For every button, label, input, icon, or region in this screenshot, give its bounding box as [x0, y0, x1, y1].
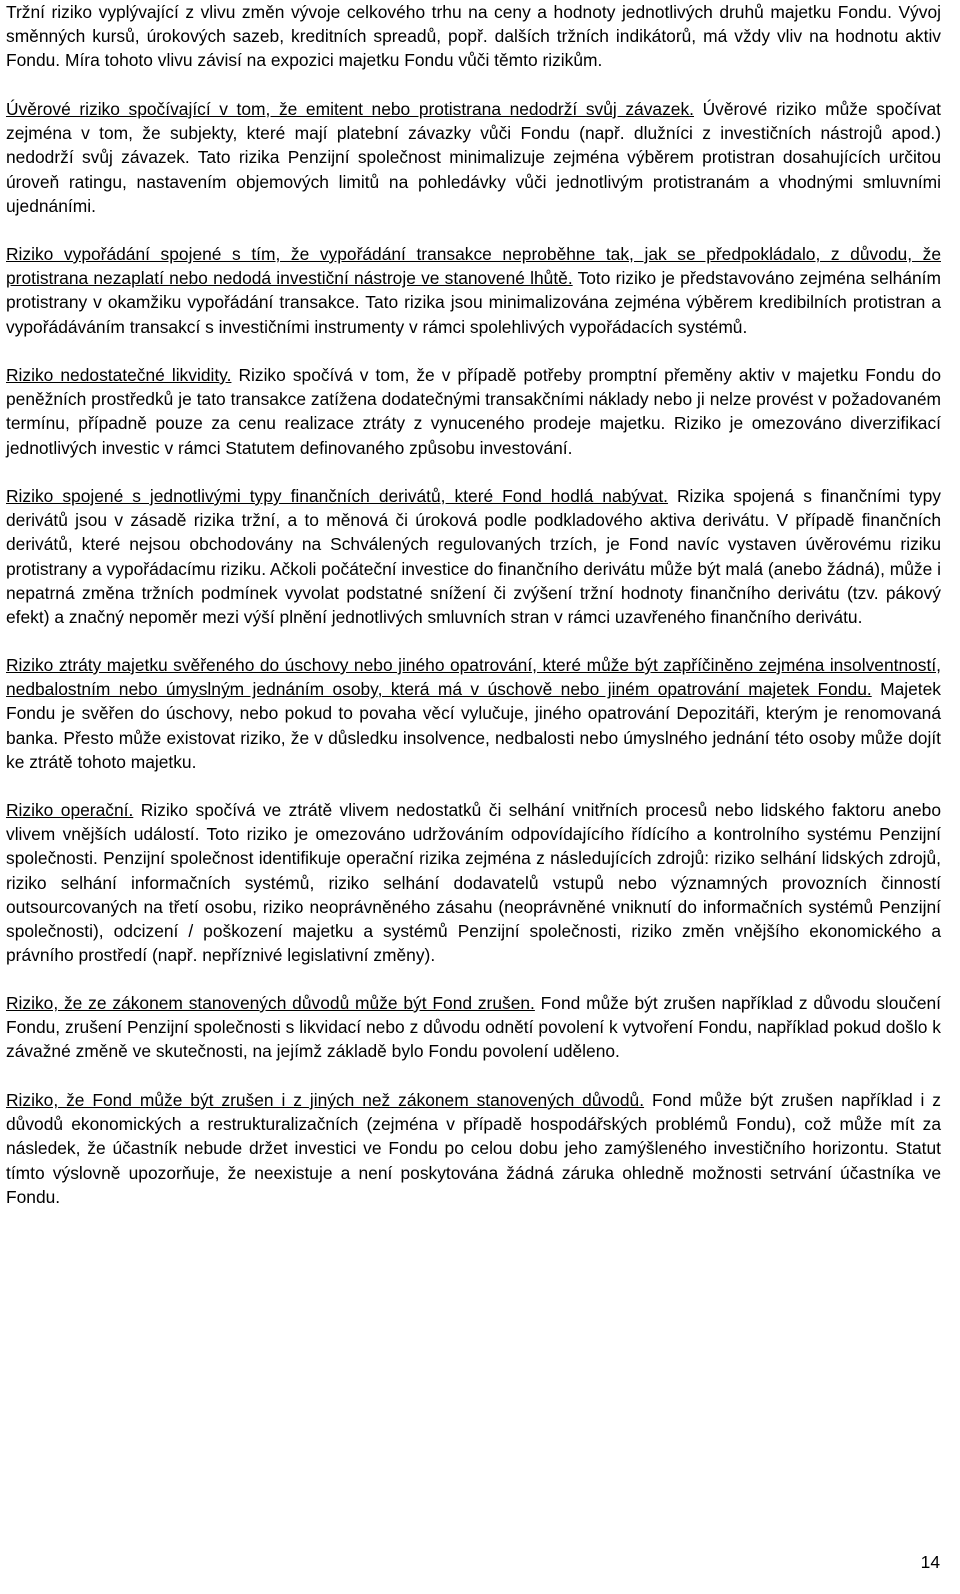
paragraph-text: Toto riziko je představováno zejména selháním protistrany v okamžiku vypořádání transakce. Tato rizika jsou minimalizována zejména výběrem kredibilních protistran a vypořádáváním transakcí s investičními instrumenty v rámci spolehlivých vypořádacích systémů.: [6, 268, 941, 337]
paragraph-heading: Riziko, že Fond může být zrušen i z jiných než zákonem stanovených důvodů.: [6, 1090, 645, 1110]
paragraph-heading: Riziko nedostatečné likvidity.: [6, 365, 232, 385]
paragraph-market-risk: [6, 0, 941, 73]
paragraph-heading: Riziko, že ze zákonem stanovených důvodů může být Fond zrušen.: [6, 993, 535, 1013]
paragraph-heading: Riziko ztráty majetku svěřeného do úschovy nebo jiného opatrování, které může být zapříčiněno zejména insolventností, nedbalostním nebo úmyslným jednáním osoby, která má v úschově nebo jiném opatrování majetek Fondu.: [6, 655, 941, 700]
paragraph-text: Riziko spočívá ve ztrátě vlivem nedostatků či selhání vnitřních procesů nebo lidského faktoru anebo vlivem vnějších událostí. Toto riziko je omezováno udržováním odpovídajícího řídícího a kontrolního systému Penzijní společnosti. Penzijní společnost identifikuje operační rizika zejména z následujících zdrojů: riziko selhání lidských zdrojů, riziko selhání informačních systémů, riziko selhání dodavatelů vstupů nebo významných provozních činností outsourcovaných na třetí osobu, riziko neoprávněného zásahu (neoprávněné vniknutí do informačních systémů Penzijní společnosti), odcizení / poškození majetku a systémů Penzijní společnosti, riziko změn vnějšího ekonomického a právního prostředí (např. nepříznivé legislativní změny).: [6, 800, 941, 966]
page-number: 14: [920, 1552, 940, 1572]
paragraph-text: Úvěrové riziko může spočívat zejména v tom, že subjekty, které mají platební závazky vůči Fondu (např. dlužníci z investičních nástrojů apod.) nedodrží svůj závazek. Tato rizika Penzijní společnost minimalizuje zejména výběrem protistran dosahujících určitou úroveň ratingu, nastavením objemových limitů na pohledávky vůči jednotlivým protistranám a vhodnými smluvními ujednáními.: [6, 99, 941, 216]
paragraph-operational-risk: [6, 798, 941, 967]
paragraph-text: Fond může být zrušen například i z důvodů ekonomických a restrukturalizačních (zejména v případě hospodářských problémů Fondu), což může mít za následek, že účastník nebude držet investici ve Fondu po celou dobu jeho zamýšleného investičního horizontu. Statut tímto výslovně upozorňuje, že neexistuje a není poskytována žádná záruka ohledně možnosti setrvání účastníka ve Fondu.: [6, 1090, 941, 1207]
paragraph-credit-risk: [6, 97, 941, 218]
paragraph-text: Majetek Fondu je svěřen do úschovy, nebo pokud to povaha věcí vylučuje, jiného opatrování Depozitáři, kterým je renomovaná banka. Přesto může existovat riziko, že v důsledku insolvence, nedbalosti nebo úmyslného jednání této osoby může dojít ke ztrátě tohoto majetku.: [6, 679, 941, 772]
paragraph-heading: Riziko spojené s jednotlivými typy finančních derivátů, které Fond hodlá nabývat.: [6, 486, 669, 506]
paragraph-text: Riziko spočívá v tom, že v případě potřeby promptní přeměny aktiv v majetku Fondu do peněžních prostředků je tato transakce zatížena dodatečnými transakčními náklady nebo ji nelze provést v požadovaném termínu, případně pouze za cenu realizace ztráty z vynuceného prodeje majetku. Riziko je omezováno diverzifikací jednotlivých investic v rámci Statutem definovaného způsobu investování.: [6, 365, 941, 458]
paragraph-settlement-risk: [6, 242, 941, 339]
paragraph-heading: Úvěrové riziko spočívající v tom, že emitent nebo protistrana nedodrží svůj závazek.: [6, 99, 694, 119]
paragraph-derivatives-risk: [6, 484, 941, 629]
paragraph-fund-dissolution-statutory: [6, 991, 941, 1064]
paragraph-text: Fond může být zrušen například z důvodu sloučení Fondu, zrušení Penzijní společnosti s likvidací nebo z důvodu odnětí povolení k vytvoření Fondu, například pokud došlo k závažné změně ve skutečnosti, na jejímž základě bylo Fondu povolení uděleno.: [6, 993, 941, 1062]
paragraph-heading: Riziko operační.: [6, 800, 134, 820]
paragraph-custody-risk: [6, 653, 941, 774]
paragraph-text: Rizika spojená s finančními typy derivátů jsou v zásadě rizika tržní, a to měnová či úroková podle podkladového aktiva derivátu. V případě finančních derivátů, které nejsou obchodovány na Schválených regulovaných trzích, je Fond navíc vystaven úvěrovému riziku protistrany a vypořádacímu riziku. Ačkoli počáteční investice do finančního derivátu může být malá (anebo žádná), může i nepatrná změna tržních podmínek vyvolat podstatné snížení či zvýšení tržní hodnoty finančního derivátu (tzv. pákový efekt) a značný nepoměr mezi výší plnění jednotlivých smluvních stran v rámci uzavřeného finančního derivátu.: [6, 486, 941, 628]
paragraph-text: Tržní riziko vyplývající z vlivu změn vývoje celkového trhu na ceny a hodnoty jednotlivých druhů majetku Fondu. Vývoj směnných kursů, úrokových sazeb, kreditních spreadů, popř. dalších tržních indikátorů, má vždy vliv na hodnotu aktiv Fondu. Míra tohoto vlivu závisí na expozici majetku Fondu vůči těmto rizikům.: [6, 2, 941, 71]
paragraph-liquidity-risk: [6, 363, 941, 460]
paragraph-heading: Riziko vypořádání spojené s tím, že vypořádání transakce neproběhne tak, jak se předpokládalo, z důvodu, že protistrana nezaplatí nebo nedodá investiční nástroje ve stanovené lhůtě.: [6, 244, 941, 289]
paragraph-fund-dissolution-other: [6, 1088, 941, 1209]
